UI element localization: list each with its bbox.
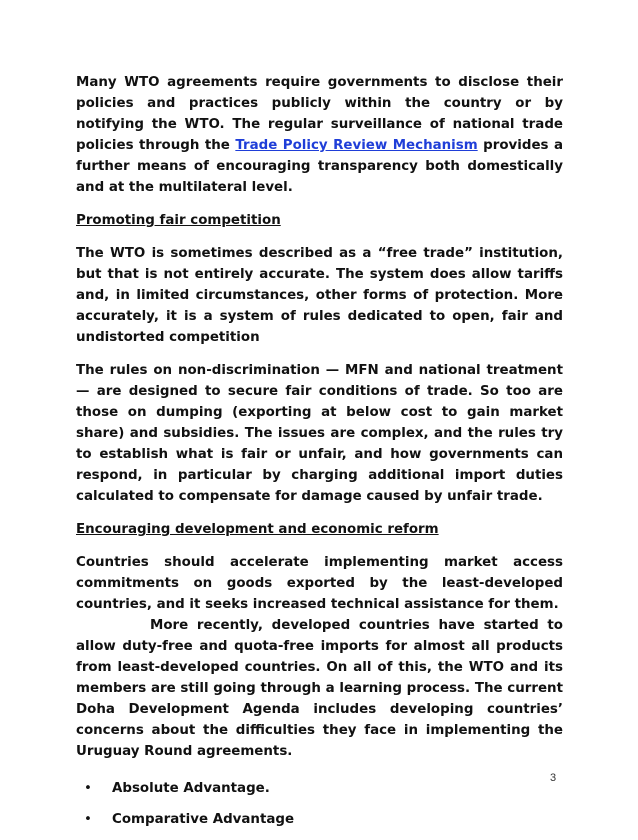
bullet-icon: •: [84, 812, 92, 827]
transparency-paragraph: [76, 72, 563, 198]
trade-policy-review-link[interactable]: Trade Policy Review Mechanism: [235, 138, 478, 153]
list-item: [76, 778, 563, 799]
advantage-bullet-list: [76, 778, 563, 830]
fair-competition-heading: Promoting fair competition: [76, 213, 281, 228]
transparency-text-before-link: Many WTO agreements require governments to disclose their policies and practices publicly within the country or by notifying the WTO. The regular surveillance of national trade policies through the: [76, 75, 563, 153]
document-page: [76, 72, 563, 840]
bullet-item-comparative-advantage: Comparative Advantage: [112, 812, 295, 827]
development-paragraph-2: [76, 615, 563, 762]
transparency-text-after-link: provides a further means of encouraging transparency both domestically and at the multilateral level.: [76, 138, 563, 195]
page-number: 3: [550, 772, 557, 784]
development-paragraph-2-text: More recently, developed countries have started to allow duty-free and quota-free imports for almost all products from least-developed countries. On all of this, the WTO and its members are still going through a learning process. The current Doha Development Agenda includes developing countries’ concerns about the difficulties they face in implementing the Uruguay Round agreements.: [76, 618, 563, 759]
fair-competition-paragraph-2: The rules on non-discrimination — MFN and national treatment — are designed to secure fair conditions of trade. So too are those on dumping (exporting at below cost to gain market share) and subsidies. The issues are complex, and the rules try to establish what is fair or unfair, and how governments can respond, in particular by charging additional import duties calculated to compensate for damage caused by unfair trade.: [76, 363, 563, 504]
list-item: [76, 809, 563, 830]
development-heading: Encouraging development and economic reform: [76, 522, 439, 537]
fair-competition-paragraph-1: The WTO is sometimes described as a “free trade” institution, but that is not entirely accurate. The system does allow tariffs and, in limited circumstances, other forms of protection. More accurately, it is a system of rules dedicated to open, fair and undistorted competition: [76, 246, 563, 345]
development-paragraph-1: Countries should accelerate implementing market access commitments on goods exported by the least-developed countries, and it seeks increased technical assistance for them.: [76, 555, 563, 612]
bullet-icon: •: [84, 781, 92, 796]
bullet-item-absolute-advantage: Absolute Advantage.: [112, 781, 270, 796]
